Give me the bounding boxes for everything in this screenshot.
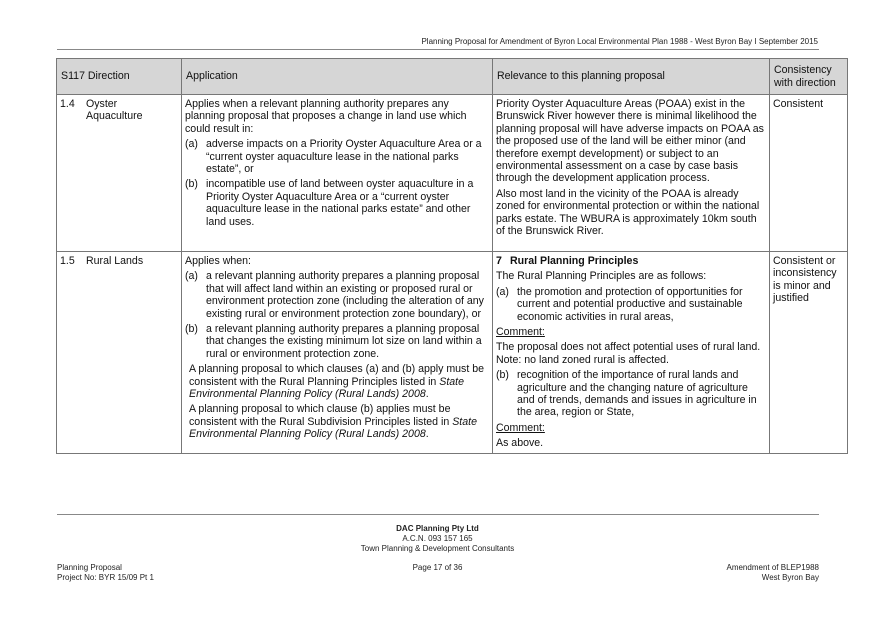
item-label: (a) (185, 138, 198, 151)
footer-document-name: Planning Proposal (57, 563, 122, 572)
item-label: (b) (185, 178, 198, 191)
application-cell (182, 252, 493, 454)
item-label: (a) (185, 270, 198, 283)
principles-intro: The Rural Planning Principles are as follows: (496, 270, 707, 283)
sepp-citation: State Environmental Planning Policy (Rural Lands) 2008 (189, 375, 465, 401)
direction-cell (57, 252, 182, 454)
sepp-citation: State Environmental Planning Policy (Rural Lands) 2008 (189, 415, 477, 441)
s117-direction-table (56, 58, 848, 454)
consistency-cell: Consistent or inconsistency is minor and justified (770, 252, 848, 454)
list-item (185, 178, 489, 228)
comment-text: As above. (496, 437, 544, 450)
direction-number: 1.4 (60, 98, 75, 110)
running-header: Planning Proposal for Amendment of Byron Local Environmental Plan 1988 - West Byron Bay I September 2015 (421, 37, 818, 46)
list-item (185, 270, 489, 320)
relevance-cell (493, 95, 770, 252)
company-name: DAC Planning Pty Ltd (396, 524, 479, 533)
table-row (57, 252, 848, 454)
footer-divider (57, 514, 819, 515)
direction-name: Rural Lands (86, 255, 144, 267)
item-text: incompatible use of land between oyster aquaculture in a Priority Oyster Aquaculture Area or a “current oyster aquaculture lease in the national parks estate” and other land uses. (206, 178, 474, 228)
item-text: recognition of the importance of rural lands and agriculture and the changing nature of agriculture and of trends, demands and issues in agriculture in the area, region or State, (517, 369, 757, 419)
footer-amendment: Amendment of BLEP1988 (726, 563, 819, 572)
footer-right (726, 563, 819, 583)
footer-project-number: Project No: BYR 15/09 Pt 1 (57, 573, 154, 582)
list-item (185, 138, 489, 175)
column-header-consistency: Consistency with direction (770, 59, 848, 95)
footer-company-block (0, 524, 875, 554)
column-header-direction: S117 Direction (57, 59, 182, 95)
item-label: (b) (496, 369, 509, 382)
item-text: adverse impacts on a Priority Oyster Aquaculture Area or a “current oyster aquaculture lease in the national parks estate”, or (206, 138, 482, 176)
consistency-cell: Consistent (770, 95, 848, 252)
table-header-row (57, 59, 848, 95)
application-intro: Applies when a relevant planning authority prepares any planning proposal that proposes a change in land use which could result in: (185, 98, 467, 135)
comment-label: Comment: (496, 326, 545, 339)
company-acn: A.C.N. 093 157 165 (402, 534, 473, 543)
item-label: (b) (185, 323, 198, 336)
direction-number: 1.5 (60, 255, 75, 267)
relevance-paragraph: Also most land in the vicinity of the POAA is already zoned for environmental protection or within the national parks estate. The WBURA is approximately 10km south of the Brunswick River. (496, 187, 760, 238)
application-paragraph: A planning proposal to which clauses (a) and (b) apply must be consistent with the Rural Planning Principles listed in State Environmental Planning Policy (Rural Lands) 2008. (189, 363, 485, 401)
header-divider (57, 49, 819, 50)
application-intro: Applies when: (185, 255, 251, 267)
column-header-application: Application (182, 59, 493, 95)
direction-cell (57, 95, 182, 252)
application-paragraph: A planning proposal to which clause (b) applies must be consistent with the Rural Subdivision Principles listed in State Environmental Planning Policy (Rural Lands) 2008. (189, 403, 477, 441)
list-item (496, 286, 766, 323)
relevance-cell (493, 252, 770, 454)
footer-location: West Byron Bay (761, 573, 819, 582)
column-header-relevance: Relevance to this planning proposal (493, 59, 770, 95)
comment-label: Comment: (496, 421, 545, 434)
item-text: the promotion and protection of opportunities for current and potential productive and sustainable economic activities in rural areas, (517, 285, 743, 323)
company-tagline: Town Planning & Development Consultants (360, 544, 515, 553)
application-cell (182, 95, 493, 252)
item-text: a relevant planning authority prepares a planning proposal that will affect land within an existing or proposed rural or environment protection zone (including the alteration of any existing rural or environment protection zone boundary), or (206, 270, 484, 320)
relevance-paragraph: Priority Oyster Aquaculture Areas (POAA) exist in the Brunswick River however there is minimal likelihood the planning proposal will have adverse impacts on POAA as the proposed use of the land will be either minor (and therefore exempt development) or subject to an environmental assessment on a case by case basis through the development application process. (496, 98, 764, 185)
list-item (496, 369, 766, 419)
comment-text: The proposal does not affect potential uses of rural land. Note: no land zoned rural is affected. (496, 341, 761, 366)
item-text: a relevant planning authority prepares a planning proposal that changes the existing minimum lot size on land within a rural or environment protection zone. (206, 323, 482, 360)
table-row (57, 95, 848, 252)
item-label: (a) (496, 285, 509, 298)
direction-name: Oyster Aquaculture (86, 98, 143, 123)
list-item (185, 323, 489, 360)
principles-heading: 7 Rural Planning Principles (496, 255, 639, 267)
page-number: Page 17 of 36 (412, 563, 463, 572)
